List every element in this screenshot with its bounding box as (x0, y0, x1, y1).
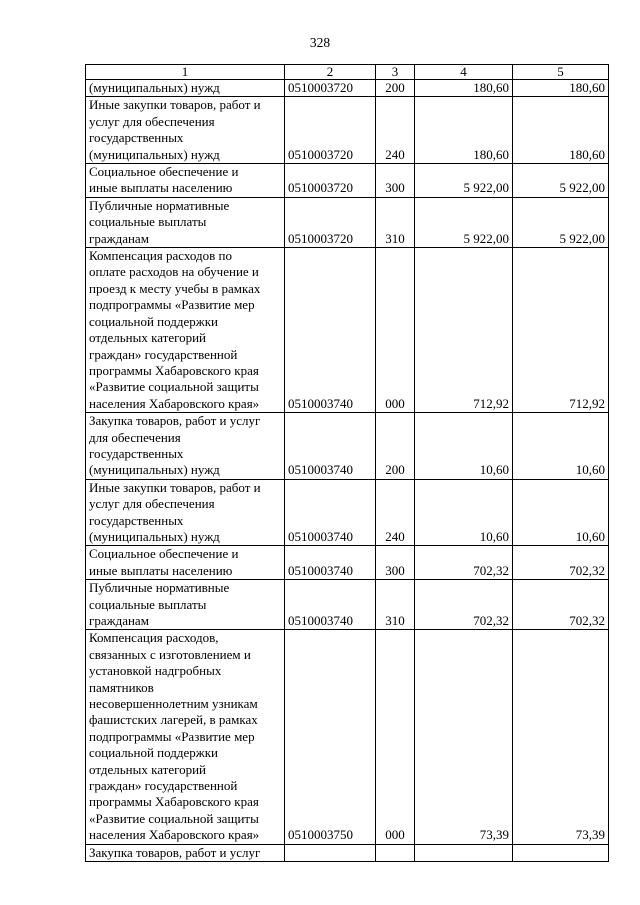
table-row (86, 80, 609, 97)
row-code: 0510003720 (285, 97, 376, 164)
row-description: Иные закупки товаров, работ и услуг для обеспечения государственных (муниципальных) нужд (86, 479, 285, 546)
row-description: Иные закупки товаров, работ и услуг для обеспечения государственных (муниципальных) нужд (86, 97, 285, 164)
row-value-1: 702,32 (415, 546, 513, 580)
row-code: 0510003720 (285, 197, 376, 247)
row-description: Компенсация расходов, связанных с изготовлением и установкой надгробных памятников несовершеннолетним узникам фашистских лагерей, в рамках подпрограммы «Развитие мер социальной поддержки отдельных категорий граждан» государственной программы Хабаровского края «Развитие социальной защиты населения Хабаровского края» (86, 630, 285, 844)
table-row (86, 630, 609, 844)
row-type: 000 (376, 248, 415, 413)
row-value-2: 10,60 (513, 479, 609, 546)
row-description: Социальное обеспечение и иные выплаты населению (86, 164, 285, 198)
row-description: Закупка товаров, работ и услуг для обеспечения государственных (муниципальных) нужд (86, 413, 285, 480)
row-description: Компенсация расходов по оплате расходов на обучение и проезд к месту учебы в рамках подпрограммы «Развитие мер социальной поддержки отдельных категорий граждан» государственной программы Хабаровского края «Развитие социальной защиты населения Хабаровского края» (86, 248, 285, 413)
row-type: 200 (376, 413, 415, 480)
row-code: 0510003750 (285, 630, 376, 844)
row-value-1: 73,39 (415, 630, 513, 844)
row-value-2: 180,60 (513, 97, 609, 164)
row-type: 310 (376, 580, 415, 630)
row-code: 0510003740 (285, 248, 376, 413)
table-row (86, 197, 609, 247)
row-code (285, 844, 376, 861)
table-row (86, 479, 609, 546)
table-row (86, 580, 609, 630)
column-header: 4 (415, 65, 513, 80)
row-code: 0510003740 (285, 546, 376, 580)
row-value-1: 5 922,00 (415, 197, 513, 247)
row-value-2: 10,60 (513, 413, 609, 480)
row-value-1 (415, 844, 513, 861)
row-type (376, 844, 415, 861)
row-value-1: 180,60 (415, 80, 513, 97)
row-description: Публичные нормативные социальные выплаты гражданам (86, 197, 285, 247)
row-value-2: 5 922,00 (513, 164, 609, 198)
row-type: 240 (376, 479, 415, 546)
row-value-2 (513, 844, 609, 861)
budget-table (85, 64, 609, 862)
row-value-1: 712,92 (415, 248, 513, 413)
column-header: 2 (285, 65, 376, 80)
row-value-1: 10,60 (415, 479, 513, 546)
row-code: 0510003740 (285, 580, 376, 630)
row-code: 0510003720 (285, 80, 376, 97)
row-description: (муниципальных) нужд (86, 80, 285, 97)
column-header: 5 (513, 65, 609, 80)
row-description: Публичные нормативные социальные выплаты гражданам (86, 580, 285, 630)
table-row (86, 413, 609, 480)
row-type: 200 (376, 80, 415, 97)
row-value-2: 702,32 (513, 580, 609, 630)
row-value-2: 5 922,00 (513, 197, 609, 247)
row-value-2: 73,39 (513, 630, 609, 844)
table-row (86, 164, 609, 198)
row-type: 310 (376, 197, 415, 247)
table-row (86, 546, 609, 580)
row-type: 300 (376, 164, 415, 198)
column-header: 1 (86, 65, 285, 80)
column-header: 3 (376, 65, 415, 80)
row-value-2: 702,32 (513, 546, 609, 580)
row-type: 000 (376, 630, 415, 844)
row-value-2: 180,60 (513, 80, 609, 97)
table-row (86, 844, 609, 861)
row-value-1: 180,60 (415, 97, 513, 164)
row-type: 300 (376, 546, 415, 580)
row-code: 0510003720 (285, 164, 376, 198)
row-value-1: 5 922,00 (415, 164, 513, 198)
row-description: Социальное обеспечение и иные выплаты населению (86, 546, 285, 580)
row-type: 240 (376, 97, 415, 164)
row-description: Закупка товаров, работ и услуг (86, 844, 285, 861)
row-code: 0510003740 (285, 413, 376, 480)
page-number: 328 (309, 35, 331, 50)
table-row (86, 97, 609, 164)
header-row (86, 65, 609, 80)
row-value-1: 10,60 (415, 413, 513, 480)
table-row (86, 248, 609, 413)
row-value-2: 712,92 (513, 248, 609, 413)
row-value-1: 702,32 (415, 580, 513, 630)
row-code: 0510003740 (285, 479, 376, 546)
